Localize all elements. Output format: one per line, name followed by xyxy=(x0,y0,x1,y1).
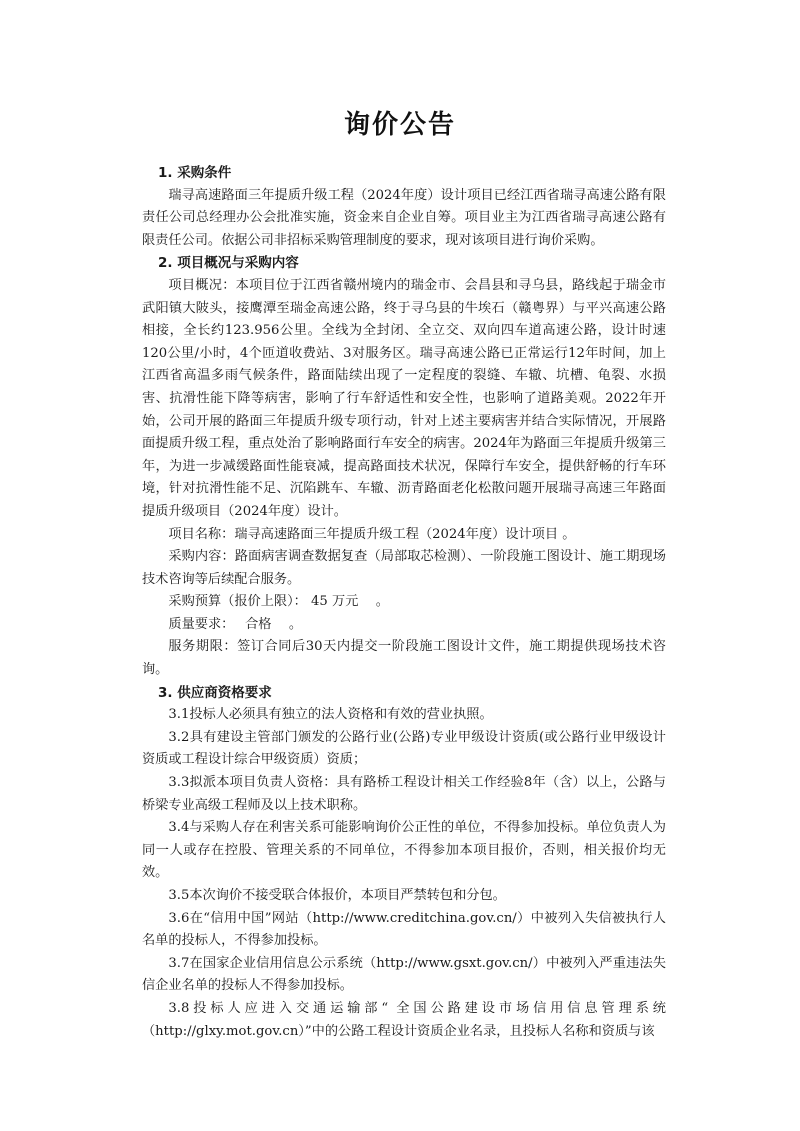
requirement-item: 3.5本次询价不接受联合体报价，本项目严禁转包和分包。 xyxy=(168,888,506,903)
section-project-overview xyxy=(142,252,666,681)
section-heading: 1. 采购条件 xyxy=(158,165,232,181)
paragraph-budget: 采购预算（报价上限）： 45 万元 。 xyxy=(168,594,389,610)
section-heading: 2. 项目概况与采购内容 xyxy=(158,255,299,272)
requirement-item: 3.7在国家企业信用信息公示系统（http://www.gsxt.gov.cn/）中被列入严重违法失信企业名单的投标人不得参加投标。 xyxy=(142,955,666,994)
requirement-item: 3.4与采购人存在利害关系可能影响询价公正性的单位，不得参加投标。单位负责人为同一人或存在控股、管理关系的不同单位，不得参加本项目报价，否则，相关报价均无效。 xyxy=(142,820,666,881)
section-supplier-qualifications xyxy=(142,682,666,1044)
paragraph-service-period: 服务期限：签订合同后30天内提交一阶段施工图设计文件，施工期提供现场技术咨询。 xyxy=(142,639,666,678)
document-body xyxy=(142,162,666,1043)
section-heading: 3. 供应商资格要求 xyxy=(158,684,272,701)
requirement-item: 3.6在“信用中国”网站（http://www.creditchina.gov.cn/）中被列入失信被执行人名单的投标人，不得参加投标。 xyxy=(142,910,666,949)
requirement-item: 3.1投标人必须具有独立的法人资格和有效的营业执照。 xyxy=(168,707,493,723)
requirement-item: 3.2具有建设主管部门颁发的公路行业(公路)专业甲级设计资质(或公路行业甲级设计资质或工程设计综合甲级资质）资质； xyxy=(142,729,666,768)
section-purchase-conditions xyxy=(142,162,666,252)
requirement-item: 3.8投标人应进入交通运输部“ 全国公路建设市场信用信息管理系统（http://glxy.mot.gov.cn）”中的公路工程设计资质企业名录，且投标人名称和资质与该 xyxy=(142,1000,666,1039)
paragraph-project-name: 项目名称：瑞寻高速路面三年提质升级工程（2024年度）设计项目 。 xyxy=(168,526,576,542)
paragraph-quality: 质量要求： 合格 。 xyxy=(168,616,303,632)
requirement-item: 3.3拟派本项目负责人资格：具有路桥工程设计相关工作经验8年（含）以上，公路与桥梁专业高级工程师及以上技术职称。 xyxy=(142,775,666,813)
paragraph-purchase-content: 采购内容：路面病害调查数据复查（局部取芯检测）、一阶段施工图设计、施工期现场技术咨询等后续配合服务。 xyxy=(142,549,666,587)
paragraph-project-overview: 项目概况：本项目位于江西省赣州境内的瑞金市、会昌县和寻乌县，路线起于瑞金市武阳镇大陂头，接鹰潭至瑞金高速公路，终于寻乌县的牛埃石（赣粤界）与平兴高速公路相接，全长约123.956公里。全线为全封闭、全立交、双向四车道高速公路，设计时速120公里/小时，4个匝道收费站、3对服务区。瑞寻高速公路已正常运行12年时间，加上江西省高温多雨气候条件，路面陆续出现了一定程度的裂缝、车辙、坑槽、龟裂、水损害、抗滑性能下降等病害，影响了行车舒适性和安全性，也影响了道路美观。2022年开始，公司开展的路面三年提质升级专项行动，针对上述主要病害并结合实际情况，开展路面提质升级工程，重点处治了影响路面行车安全的病害。2024年为路面三年提质升级第三年，为进一步减缓路面性能衰减，提高路面技术状况，保障行车安全，提供舒畅的行车环境，针对抗滑性能不足、沉陷跳车、车辙、沥青路面老化松散问题开展瑞寻高速三年路面提质升级项目（2024年度）设计。 xyxy=(142,277,666,519)
page-title: 询价公告 xyxy=(343,110,456,140)
paragraph: 瑞寻高速路面三年提质升级工程（2024年度）设计项目已经江西省瑞寻高速公路有限责任公司总经理办公会批准实施，资金来自企业自筹。项目业主为江西省瑞寻高速公路有限责任公司。依据公司非招标采购管理制度的要求，现对该项目进行询价采购。 xyxy=(142,187,666,248)
